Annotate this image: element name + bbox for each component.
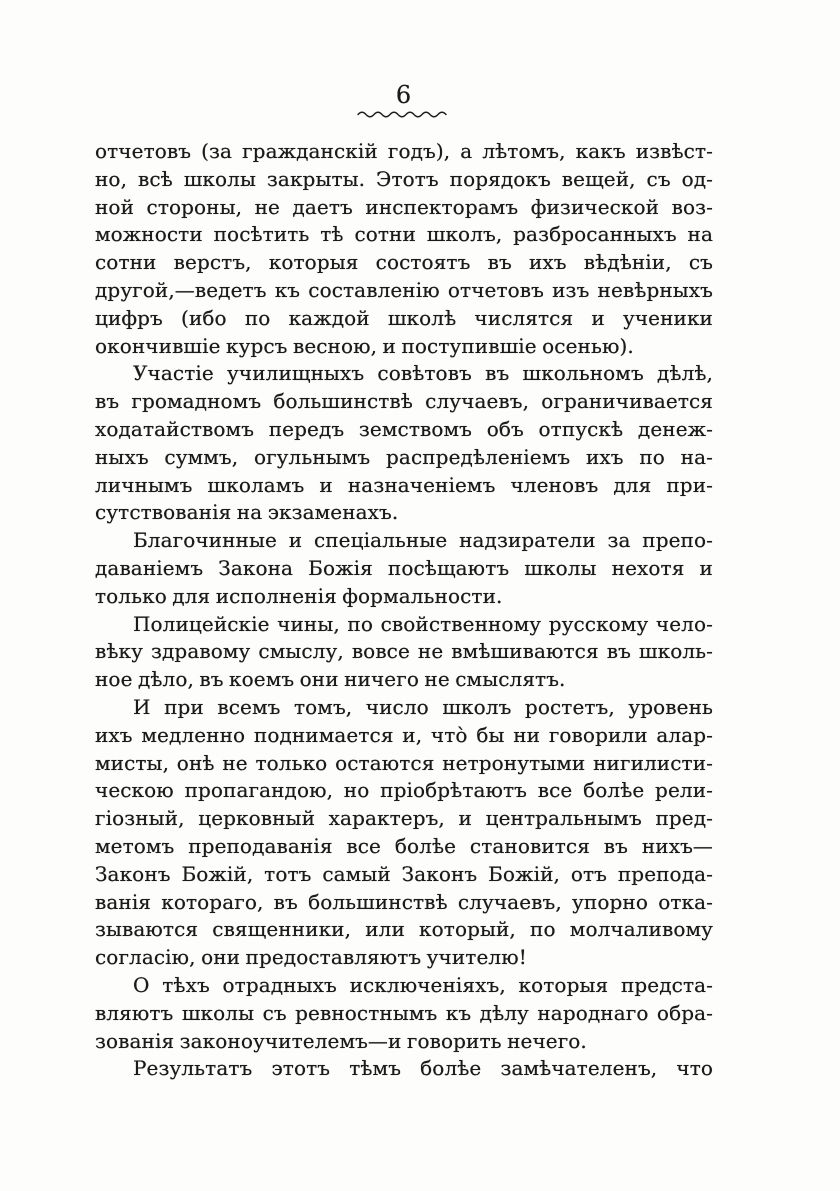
text-line: ванія котораго, въ большинствѣ случаевъ, упорно отка-: [95, 889, 713, 914]
text-line: согласію, они предоставляютъ учителю!: [95, 945, 527, 970]
text-line: другой,—ведетъ къ составленію отчетовъ изъ невѣрныхъ: [95, 277, 713, 302]
text-line: окончившіе курсъ весною, и поступившіе осенью).: [95, 333, 634, 358]
text-line: Участіе училищныхъ совѣтовъ въ школьномъ дѣлѣ,: [133, 361, 713, 386]
paragraph: [95, 972, 713, 1055]
text-line: Благочинные и спеціальные надзиратели за препо-: [133, 528, 713, 553]
text-line: О тѣхъ отрадныхъ исключеніяхъ, которыя предста-: [133, 972, 713, 997]
paragraph: [95, 611, 713, 694]
paragraph: [95, 138, 713, 360]
text-line: И при всемъ томъ, число школъ ростетъ, уровень: [133, 694, 713, 719]
text-line: ихъ медленно поднимается и, что̀ бы ни говорили алар-: [95, 722, 713, 747]
text-line: ныхъ суммъ, огульнымъ распредѣленіемъ ихъ по на-: [95, 444, 713, 469]
wavy-rule-icon: [356, 109, 452, 119]
text-line: личнымъ школамъ и назначеніемъ членовъ для при-: [95, 472, 713, 497]
text-line: мисты, онѣ не только остаются нетронутыми нигилисти-: [95, 750, 713, 775]
text-line: Полицейскіе чины, по свойственному русскому чело-: [133, 611, 713, 636]
text-line: въ громадномъ большинствѣ случаевъ, ограничивается: [95, 389, 713, 414]
text-line: можности посѣтить тѣ сотни школъ, разбросанныхъ на: [95, 222, 713, 247]
text-line: Результатъ этотъ тѣмъ болѣе замѣчателенъ, что: [133, 1056, 713, 1081]
text-line: сотни верстъ, которыя состоятъ въ ихъ вѣдѣніи, съ: [95, 250, 713, 275]
text-line: вляютъ школы съ ревностнымъ къ дѣлу народнаго обра-: [95, 1000, 713, 1025]
text-line: зываются священники, или который, по молчаливому: [95, 917, 713, 942]
text-line: сутствованія на экзаменахъ.: [95, 500, 399, 525]
text-line: ходатайствомъ передъ земствомъ объ отпускѣ денеж-: [95, 416, 713, 441]
text-line: только для исполненія формальности.: [95, 583, 503, 608]
text-line: гіозный, церковный характеръ, и центральнымъ пред-: [95, 806, 713, 831]
text-line: цифръ (ибо по каждой школѣ числятся и ученики: [95, 305, 713, 330]
text-line: ческою пропагандою, но пріобрѣтаютъ все болѣе рели-: [95, 778, 713, 803]
text-line: ное дѣло, въ коемъ они ничего не смыслятъ.: [95, 667, 566, 692]
page-body: [95, 138, 713, 1083]
text-line: зованія законоучителемъ—и говорить нечего.: [95, 1028, 587, 1053]
text-line: ной стороны, не даетъ инспекторамъ физической воз-: [95, 194, 713, 219]
text-line: вѣку здравому смыслу, вовсе не вмѣшиваются въ школь-: [95, 639, 713, 664]
page-header: [95, 82, 713, 119]
page-number: 6: [395, 81, 413, 109]
text-line: отчетовъ (за гражданскій годъ), а лѣтомъ, какъ извѣст-: [95, 139, 713, 163]
paragraph: [95, 360, 713, 527]
text-line: Законъ Божій, тотъ самый Законъ Божій, отъ препода-: [95, 861, 713, 886]
text-line: метомъ преподаванія все болѣе становится въ нихъ—: [95, 833, 713, 858]
paragraph: [95, 1055, 713, 1083]
paragraph: [95, 527, 713, 610]
text-line: но, всѣ школы закрыты. Этотъ порядокъ вещей, съ од-: [95, 166, 713, 191]
paragraph: [95, 694, 713, 972]
text-line: даваніемъ Закона Божія посѣщаютъ школы нехотя и: [95, 555, 713, 580]
